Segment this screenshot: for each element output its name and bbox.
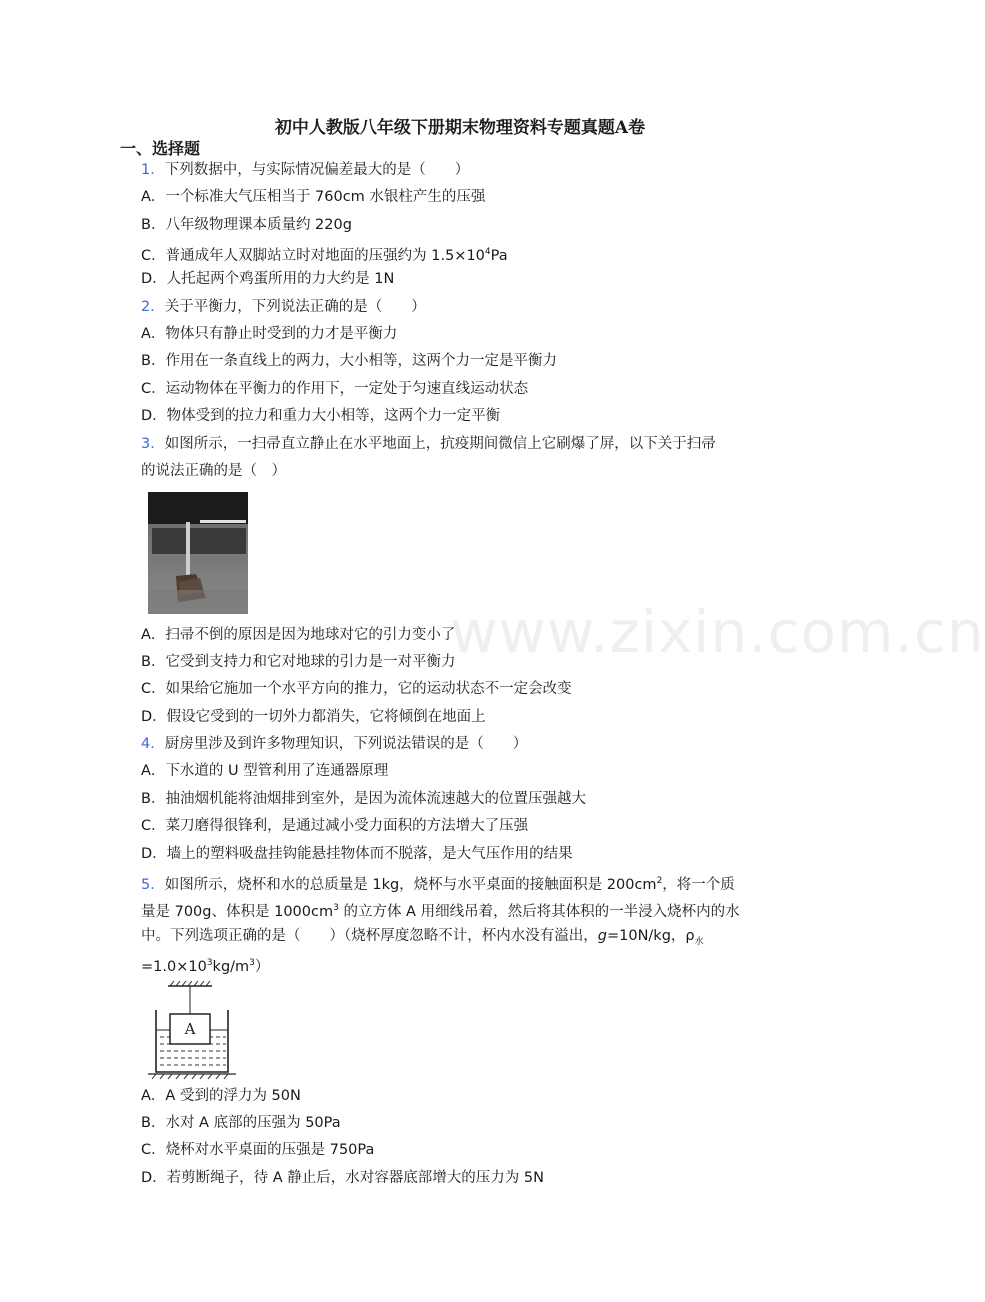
q5-option-b: B．水对 A 底部的压强为 50Pa: [141, 1115, 341, 1131]
question-1-stem: [141, 160, 469, 180]
section-heading: 一、选择题: [120, 139, 201, 158]
q4-option-d: D．墙上的塑料吸盘挂钩能悬挂物体而不脱落，是大气压作用的结果: [141, 846, 573, 862]
q4-option-b: B．抽油烟机能将油烟排到室外，是因为流体流速越大的位置压强越大: [141, 791, 586, 807]
question-5-stem: [141, 871, 735, 895]
q1-option-a: A．一个标准大气压相当于 760cm 水银柱产生的压强: [141, 189, 486, 205]
question-text: 中。下列选项正确的是（ ）（烧杯厚度忽略不计，杯内水没有溢出，: [141, 928, 598, 944]
question-text: 下列数据中，与实际情况偏差最大的是（ ）: [164, 162, 470, 178]
question-text: 如图所示，烧杯和水的总质量是 1kg，烧杯与水平桌面的接触面积是 200cm: [164, 876, 657, 893]
question-text: 关于平衡力，下列说法正确的是（ ）: [164, 299, 426, 315]
subscript: 水: [694, 936, 704, 947]
broom-photo: [148, 492, 248, 614]
question-text: ，将一个质: [662, 876, 735, 893]
question-text: 如图所示，一扫帚直立静止在水平地面上，抗疫期间微信上它刷爆了屏，以下关于扫帚: [164, 436, 716, 452]
q5-option-a: A．A 受到的浮力为 50N: [141, 1088, 301, 1104]
q1-option-c: [141, 242, 508, 266]
option-text: C．普通成年人双脚站立时对地面的压强约为 1.5×10: [141, 247, 485, 264]
question-text: =1.0×10: [141, 958, 207, 975]
superscript: 2: [656, 876, 663, 886]
q2-option-c: C．运动物体在平衡力的作用下，一定处于匀速直线运动状态: [141, 381, 529, 397]
question-number: 4．: [141, 736, 165, 752]
q2-option-a: A．物体只有静止时受到的力才是平衡力: [141, 326, 398, 342]
question-2-stem: [141, 297, 426, 317]
question-text: kg/m: [212, 958, 250, 975]
option-unit: Pa: [490, 247, 508, 264]
q3-option-a: A．扫帚不倒的原因是因为地球对它的引力变小了: [141, 627, 456, 643]
question-3-stem: [141, 434, 716, 454]
superscript: 4: [484, 247, 491, 257]
question-5-stem-line2: [141, 898, 740, 922]
question-3-stem-cont: 的说法正确的是（ ）: [141, 463, 286, 479]
q2-option-b: B．作用在一条直线上的两力，大小相等，这两个力一定是平衡力: [141, 353, 557, 369]
q2-option-d: D．物体受到的拉力和重力大小相等，这两个力一定平衡: [141, 408, 501, 424]
question-number: 5．: [141, 876, 165, 893]
beaker-diagram: [148, 980, 240, 1080]
q3-option-c: C．如果给它施加一个水平方向的推力，它的运动状态不一定会改变: [141, 681, 572, 697]
question-text: ）: [254, 958, 270, 975]
question-text: 的立方体 A 用细线吊着，然后将其体积的一半浸入烧杯内的水: [338, 903, 740, 920]
superscript: 3: [249, 958, 255, 968]
q5-option-d: D．若剪断绳子，待 A 静止后，水对容器底部增大的压力为 5N: [141, 1170, 544, 1186]
q3-option-b: B．它受到支持力和它对地球的引力是一对平衡力: [141, 654, 456, 670]
superscript: 3: [333, 903, 339, 913]
superscript: 3: [206, 958, 213, 968]
question-text: =10N/kg，ρ: [606, 928, 695, 944]
question-5-stem-line4: [141, 953, 269, 977]
question-4-stem: [141, 734, 527, 754]
question-text: 厨房里涉及到许多物理知识，下列说法错误的是（ ）: [164, 736, 528, 752]
page-title: 初中人教版八年级下册期末物理资料专题真题A卷: [274, 118, 646, 138]
question-number: 2．: [141, 299, 165, 315]
q1-option-d: D．人托起两个鸡蛋所用的力大约是 1N: [141, 271, 395, 287]
watermark: www.zixin.com.cn: [450, 598, 985, 666]
question-5-stem-line3: [141, 926, 704, 952]
italic-variable: g: [597, 928, 607, 944]
q1-option-b: B．八年级物理课本质量约 220g: [141, 217, 352, 233]
question-number: 1．: [141, 162, 165, 178]
cube-label: A: [184, 1020, 196, 1038]
q4-option-c: C．菜刀磨得很锋利，是通过减小受力面积的方法增大了压强: [141, 818, 529, 834]
q3-option-d: D．假设它受到的一切外力都消失，它将倾倒在地面上: [141, 709, 486, 725]
q4-option-a: A．下水道的 U 型管利用了连通器原理: [141, 763, 389, 779]
q5-option-c: C．烧杯对水平桌面的压强是 750Pa: [141, 1142, 375, 1158]
question-number: 3．: [141, 436, 165, 452]
question-text: 量是 700g、体积是 1000cm: [141, 903, 334, 920]
